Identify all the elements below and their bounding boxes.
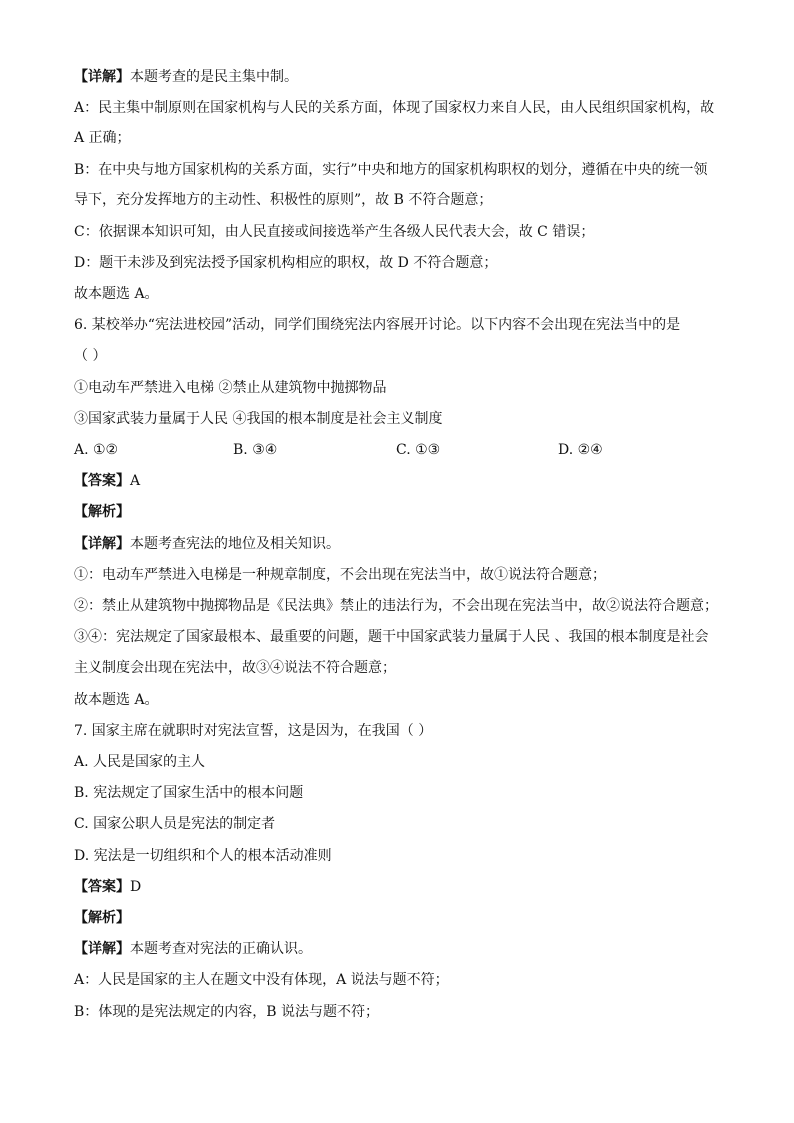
text-line: 【详解】本题考查的是民主集中制。 [74,69,298,85]
section-tag: 【答案】 [74,473,130,489]
analysis-heading [74,502,130,522]
text-line: A：人民是国家的主人在题文中没有体现，A 说法与题不符； [74,972,449,988]
text-line: B：体现的是宪法规定的内容，B 说法与题不符； [74,1004,380,1020]
text-line: 【详解】本题考查宪法的地位及相关知识。 [74,536,340,552]
option-b: B. 宪法规定了国家生活中的根本问题 [74,785,304,801]
section-tag: 【解析】 [74,504,130,520]
option-d: D. 宪法是一切组织和个人的根本活动准则 [74,848,332,864]
text-line: ③④：宪法规定了国家最根本、最重要的问题，题干中国家武装力量属于人民 、我国的根本制度是社会 [74,629,709,645]
section-tag: 【详解】 [74,941,130,957]
text-line: A：民主集中制原则在国家机构与人民的关系方面，体现了国家权力来自人民，由人民组织国家机构，故 [74,100,715,116]
question-6-options [74,440,714,460]
text-line: 导下，充分发挥地方的主动性、积极性的原则”，故 B 不符合题意； [74,192,493,208]
statement-line: ①电动车严禁进入电梯 ②禁止从建筑物中抛掷物品 [74,380,387,396]
text-line: 故本题选 A。 [74,692,159,708]
option-a: A. 人民是国家的主人 [74,754,206,770]
text-line: 故本题选 A。 [74,286,159,302]
text-line: 主义制度会出现在宪法中，故③④说法不符合题意； [74,660,396,676]
option-a: A. ①② [74,442,119,458]
section-tag: 【详解】 [74,536,130,552]
text-line: D：题干未涉及到宪法授予国家机构相应的职权，故 D 不符合题意； [74,255,498,271]
question-7-stem: 7. 国家主席在就职时对宪法宣誓，这是因为，在我国（ ） [74,723,433,739]
analysis-heading [74,908,130,928]
option-c: C. 国家公职人员是宪法的制定者 [74,816,276,832]
text-line: ①：电动车严禁进入电梯是一种规章制度，不会出现在宪法当中，故①说法符合题意； [74,567,606,583]
option-b: B. ③④ [233,442,278,458]
option-d: D. ②④ [558,442,603,458]
question-6-stem: 6. 某校举办“宪法进校园”活动，同学们围绕宪法内容展开讨论。以下内容不会出现在宪法当中的是 [74,317,681,333]
answer-blank: （ ） [74,348,107,364]
option-c: C. ①③ [396,442,441,458]
answer-line: 【答案】A [74,473,141,489]
text-line: C：依据课本知识可知，由人民直接或间接选举产生各级人民代表大会，故 C 错误； [74,224,595,240]
text-line: 【详解】本题考查对宪法的正确认识。 [74,941,312,957]
section-tag: 【答案】 [74,879,130,895]
text-line: B：在中央与地方国家机构的关系方面，实行”中央和地方的国家机构职权的划分，遵循在中央的统一领 [74,162,708,178]
statement-line: ③国家武装力量属于人民 ④我国的根本制度是社会主义制度 [74,411,443,427]
section-tag: 【解析】 [74,910,130,926]
section-tag: 【详解】 [74,69,130,85]
answer-line: 【答案】D [74,879,142,895]
text-line: A 正确； [74,130,131,146]
text-line: ②：禁止从建筑物中抛掷物品是《民法典》禁止的违法行为，不会出现在宪法当中，故②说法符合题意； [74,598,718,614]
